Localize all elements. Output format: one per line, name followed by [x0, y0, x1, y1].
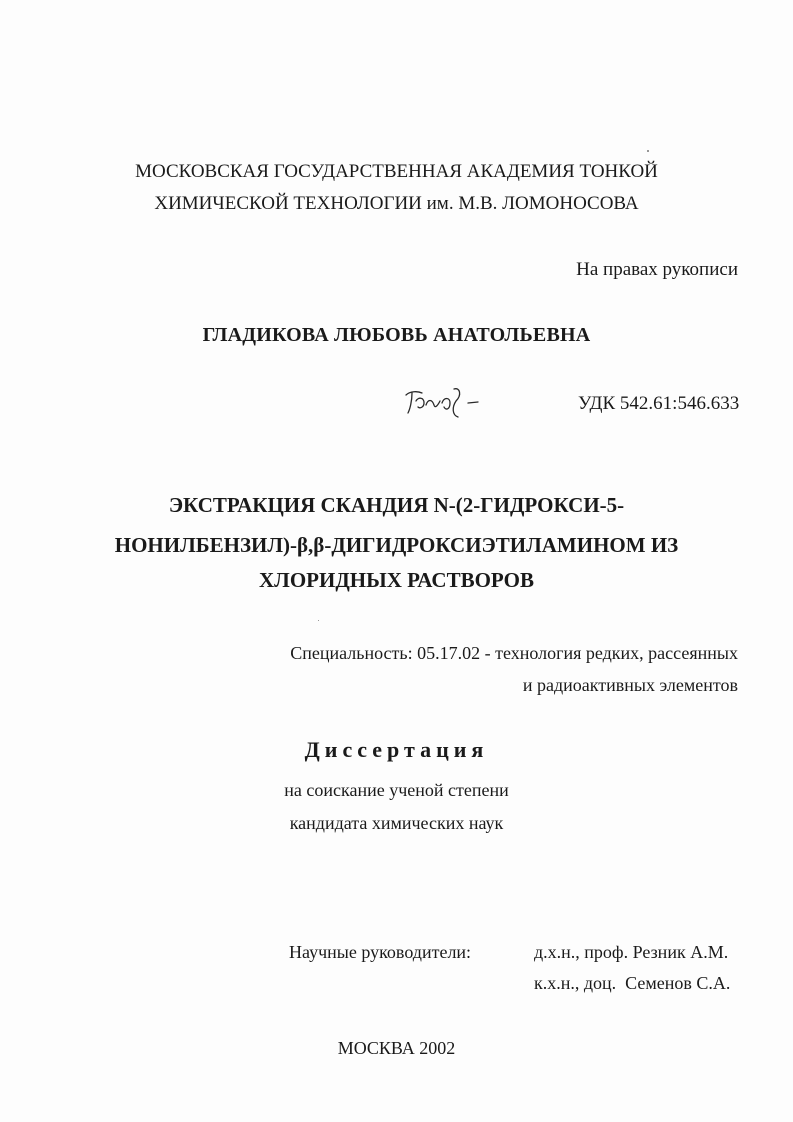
city-year: МОСКВА 2002: [337, 1038, 456, 1058]
specialty-line-1: Специальность: 05.17.02 - технология редких, рассеянных: [290, 643, 738, 663]
supervisor-1: д.х.н., проф. Резник А.М.: [534, 942, 729, 962]
manuscript-note: На правах рукописи: [576, 259, 738, 280]
thesis-degree-line-1: на соискание ученой степени: [284, 780, 509, 800]
scan-speck: [318, 620, 319, 621]
institution-line-1: МОСКОВСКАЯ ГОСУДАРСТВЕННАЯ АКАДЕМИЯ ТОНКОЙ: [135, 161, 658, 182]
supervisor-2: к.х.н., доц. Семенов С.А.: [534, 973, 731, 993]
thesis-degree-line-2: кандидата химических наук: [289, 813, 504, 833]
thesis-type: Диссертация: [304, 737, 489, 762]
supervisors-label: Научные руководители:: [289, 942, 472, 962]
scan-speck: [647, 150, 649, 152]
title-line-3: ХЛОРИДНЫХ РАСТВОРОВ: [259, 568, 534, 592]
author-name: ГЛАДИКОВА ЛЮБОВЬ АНАТОЛЬЕВНА: [202, 324, 591, 346]
handwritten-signature: [400, 383, 490, 423]
institution-line-2: ХИМИЧЕСКОЙ ТЕХНОЛОГИИ им. М.В. ЛОМОНОСОВА: [154, 193, 639, 214]
udk-code: УДК 542.61:546.633: [578, 393, 740, 414]
specialty-line-2: и радиоактивных элементов: [522, 675, 738, 695]
title-line-2: НОНИЛБЕНЗИЛ)-β,β-ДИГИДРОКСИЭТИЛАМИНОМ ИЗ: [114, 533, 679, 557]
title-line-1: ЭКСТРАКЦИЯ СКАНДИЯ N-(2-ГИДРОКСИ-5-: [168, 493, 625, 517]
